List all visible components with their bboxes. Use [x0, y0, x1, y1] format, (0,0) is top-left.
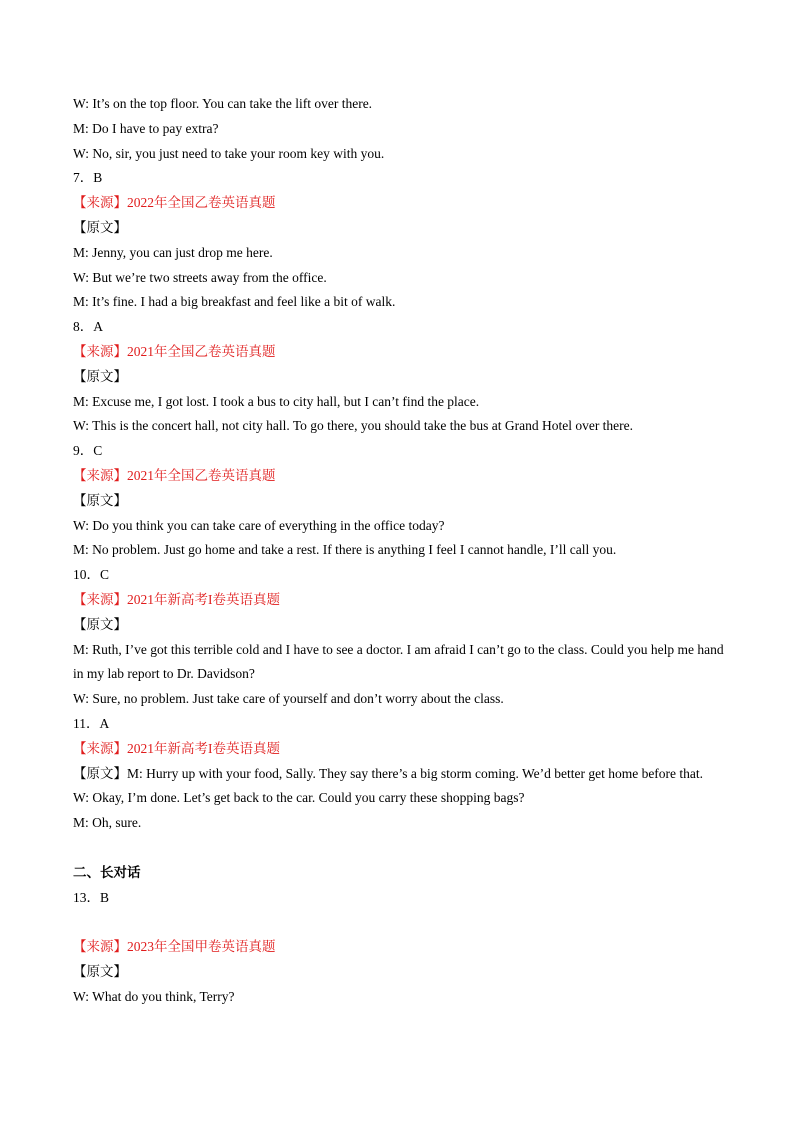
- dialogue-line: W: What do you think, Terry?: [73, 988, 235, 1004]
- original-text-label-13: 【原文】: [73, 963, 127, 979]
- answer-7: 7．B: [73, 170, 103, 186]
- spacer: [73, 910, 733, 935]
- source-8: 【来源】2021年全国乙卷英语真题: [73, 343, 276, 359]
- document-content: [73, 92, 733, 1009]
- original-text-label-8: 【原文】: [73, 368, 127, 384]
- dialogue-line: W: It’s on the top floor. You can take the lift over there.: [73, 96, 373, 111]
- source-7: 【来源】2022年全国乙卷英语真题: [73, 195, 276, 211]
- source-10: 【来源】2021年新高考I卷英语真题: [73, 591, 280, 607]
- spacer: [73, 836, 733, 861]
- dialogue-line: W: Sure, no problem. Just take care of yourself and don’t worry about the class.: [73, 691, 504, 707]
- source-11: 【来源】2021年新高考I卷英语真题: [73, 740, 280, 756]
- dialogue-line: M: No problem. Just go home and take a rest. If there is anything I feel I cannot handle, I’ll call you.: [73, 542, 617, 558]
- dialogue-line: M: Ruth, I’ve got this terrible cold and I have to see a doctor. I am afraid I can’t go to the class. Could you help me hand in my lab report to Dr. Davidson?: [73, 641, 724, 682]
- dialogue-line: M: Excuse me, I got lost. I took a bus to city hall, but I can’t find the place.: [73, 393, 480, 409]
- dialogue-line: M: It’s fine. I had a big breakfast and feel like a bit of walk.: [73, 294, 396, 310]
- dialogue-line: W: But we’re two streets away from the office.: [73, 269, 327, 285]
- dialogue-line: 【原文】M: Hurry up with your food, Sally. They say there’s a big storm coming. We’d better get home before that.: [73, 765, 704, 781]
- dialogue-line: W: Okay, I’m done. Let’s get back to the car. Could you carry these shopping bags?: [73, 790, 525, 806]
- answer-10: 10．C: [73, 567, 110, 583]
- original-text-label-10: 【原文】: [73, 616, 127, 632]
- dialogue-line: W: This is the concert hall, not city hall. To go there, you should take the bus at Grand Hotel over there.: [73, 418, 634, 434]
- original-text-label-9: 【原文】: [73, 492, 127, 508]
- answer-8: 8．A: [73, 319, 103, 335]
- dialogue-line: M: Jenny, you can just drop me here.: [73, 244, 273, 260]
- dialogue-line: W: No, sir, you just need to take your room key with you.: [73, 145, 385, 161]
- original-text-label-7: 【原文】: [73, 219, 127, 235]
- answer-13: 13．B: [73, 889, 110, 905]
- dialogue-line: W: Do you think you can take care of everything in the office today?: [73, 517, 445, 533]
- answer-9: 9．C: [73, 443, 103, 459]
- source-9: 【来源】2021年全国乙卷英语真题: [73, 467, 276, 483]
- dialogue-line: M: Do I have to pay extra?: [73, 120, 219, 136]
- section-title: 二、长对话: [73, 864, 141, 881]
- dialogue-line: M: Oh, sure.: [73, 815, 142, 831]
- source-13: 【来源】2023年全国甲卷英语真题: [73, 939, 276, 955]
- answer-11: 11．A: [73, 715, 110, 731]
